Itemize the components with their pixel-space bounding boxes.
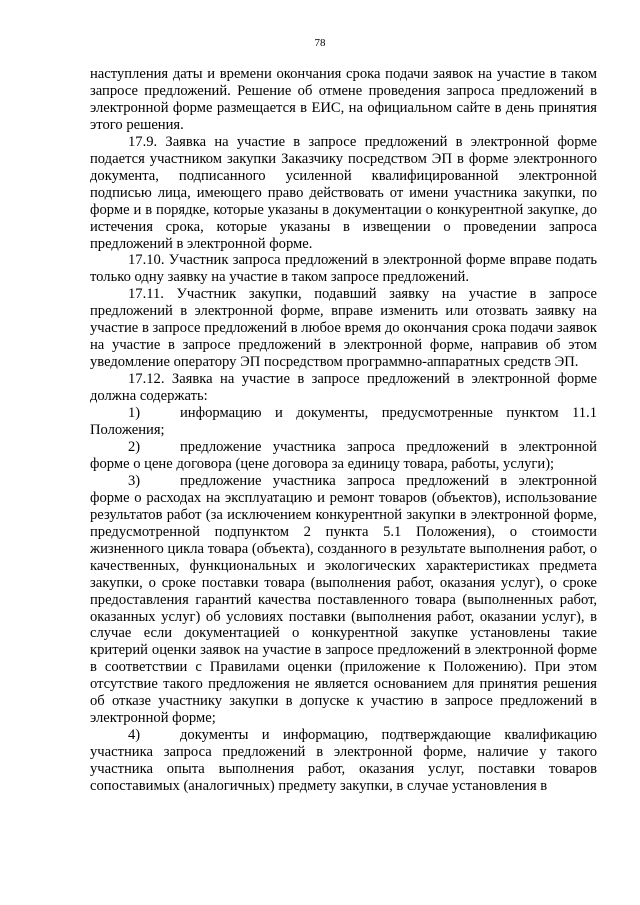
document-body (90, 66, 597, 795)
paragraph-17-9: 17.9. Заявка на участие в запросе предложений в электронной форме подается участником закупки Заказчику посредством ЭП в форме электронного документа, подписанного усиленной квалифицированной электронной подписью лица, имеющего право действовать от имени участника закупки, по форме и в порядке, которые указаны в документации о конкурентной закупке, до истечения срока, которые указаны в извещении о проведении запроса предложений в электронной форме. (90, 133, 597, 252)
paragraph-17-12: 17.12. Заявка на участие в запросе предложений в электронной форме должна содержать: (90, 371, 597, 405)
paragraph-17-11: 17.11. Участник закупки, подавший заявку на участие в запросе предложений в электронной форме, вправе изменить или отозвать заявку на участие в запросе предложений в любое время до окончания срока подачи заявок на участие в запросе предложений в электронной форме, направив об этом уведомление оператору ЭП посредством программно-аппаратных средств ЭП. (90, 286, 597, 371)
list-item-number: 3) (128, 472, 141, 489)
list-item-1 (90, 405, 597, 439)
list-item-number: 2) (128, 438, 141, 455)
list-item-3 (90, 473, 597, 727)
list-item-text: документы и информацию, подтверждающие квалификацию участника запроса предложений в электронной форме, наличие у такого участника опыта выполнения работ, оказания услуг, поставки товаров сопоставимых (аналогичных) предмету закупки, в случае установления в (90, 727, 597, 795)
paragraph-continuation: наступления даты и времени окончания срока подачи заявок на участие в таком запросе предложений. Решение об отмене проведения запроса предложений в электронной форме размещается в ЕИС, на официальном сайте в день принятия этого решения. (90, 66, 597, 133)
list-item-2 (90, 439, 597, 473)
list-item-4 (90, 727, 597, 795)
list-item-number: 4) (128, 727, 141, 744)
list-item-text: предложение участника запроса предложений в электронной форме о расходах на эксплуатацию и ремонт товаров (объектов), использование результатов работ (за исключением конкурентной закупки в электронной форме, предусмотренной подпунктом 2 пункта 5.1 Положения), о стоимости жизненного цикла товара (объекта), созданного в результате выполнения работ, о качественных, функциональных и экологических характеристиках предмета закупки, о сроке поставки товара (выполнения работ, оказания услуг), о сроке предоставления гарантий качества поставленного товара (выполненных работ, оказанных услуг) об условиях поставки (выполнения работ, оказании услуг), в случае если документацией о конкурентной закупке установлены такие критерий оценки заявок на участие в запросе предложений в электронной форме в соответствии с Правилами оценки (приложение к Положению). При этом отсутствие такого предложения не является основанием для принятия решения об отказе участнику закупки в допуске к участию в запросе предложений в электронной форме; (90, 472, 597, 727)
page-number: 78 (314, 37, 326, 49)
list-item-number: 1) (128, 405, 141, 422)
list-item-text: предложение участника запроса предложений в электронной форме о цене договора (цене договора за единицу товара, работы, услуги); (90, 438, 597, 472)
list-item-text: информацию и документы, предусмотренные пунктом 11.1 Положения; (90, 405, 597, 439)
paragraph-17-10: 17.10. Участник запроса предложений в электронной форме вправе подать только одну заявку на участие в таком запросе предложений. (90, 252, 597, 286)
